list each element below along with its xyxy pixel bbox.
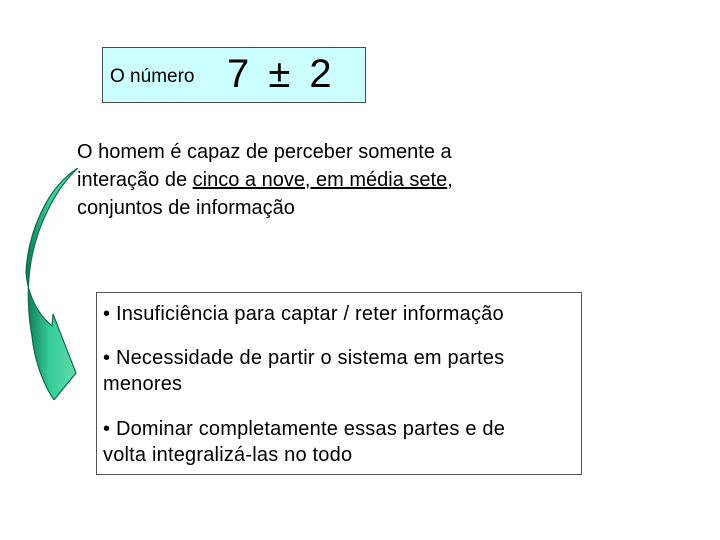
bullet-item	[103, 416, 505, 468]
intro-paragraph	[77, 138, 637, 222]
bullet-box	[96, 292, 582, 475]
bullet-item	[103, 301, 504, 327]
intro-line-1: O homem é capaz de perceber somente a	[77, 141, 452, 163]
bullet-1-line-1: • Insuficiência para captar / reter informação	[103, 303, 504, 325]
title-label: O número	[110, 66, 195, 87]
bullet-3-line-1: • Dominar completamente essas partes e de	[103, 418, 506, 440]
title-box	[102, 47, 366, 103]
curved-arrow-icon	[20, 168, 100, 400]
bullet-2-line-2: menores	[103, 373, 183, 395]
intro-line-2-prefix: interação de	[77, 169, 193, 191]
intro-line-3: conjuntos de informação	[77, 197, 295, 219]
bullet-2-line-1: • Necessidade de partir o sistema em partes	[103, 347, 505, 369]
intro-line-2	[77, 166, 637, 194]
title-formula: 7 ± 2	[227, 52, 336, 96]
bullet-item	[103, 345, 504, 397]
intro-underlined-text: cinco a nove, em média sete	[192, 169, 448, 191]
bullet-3-line-2: volta integralizá-las no todo	[103, 444, 353, 466]
intro-line-2-suffix: ,	[447, 169, 453, 191]
